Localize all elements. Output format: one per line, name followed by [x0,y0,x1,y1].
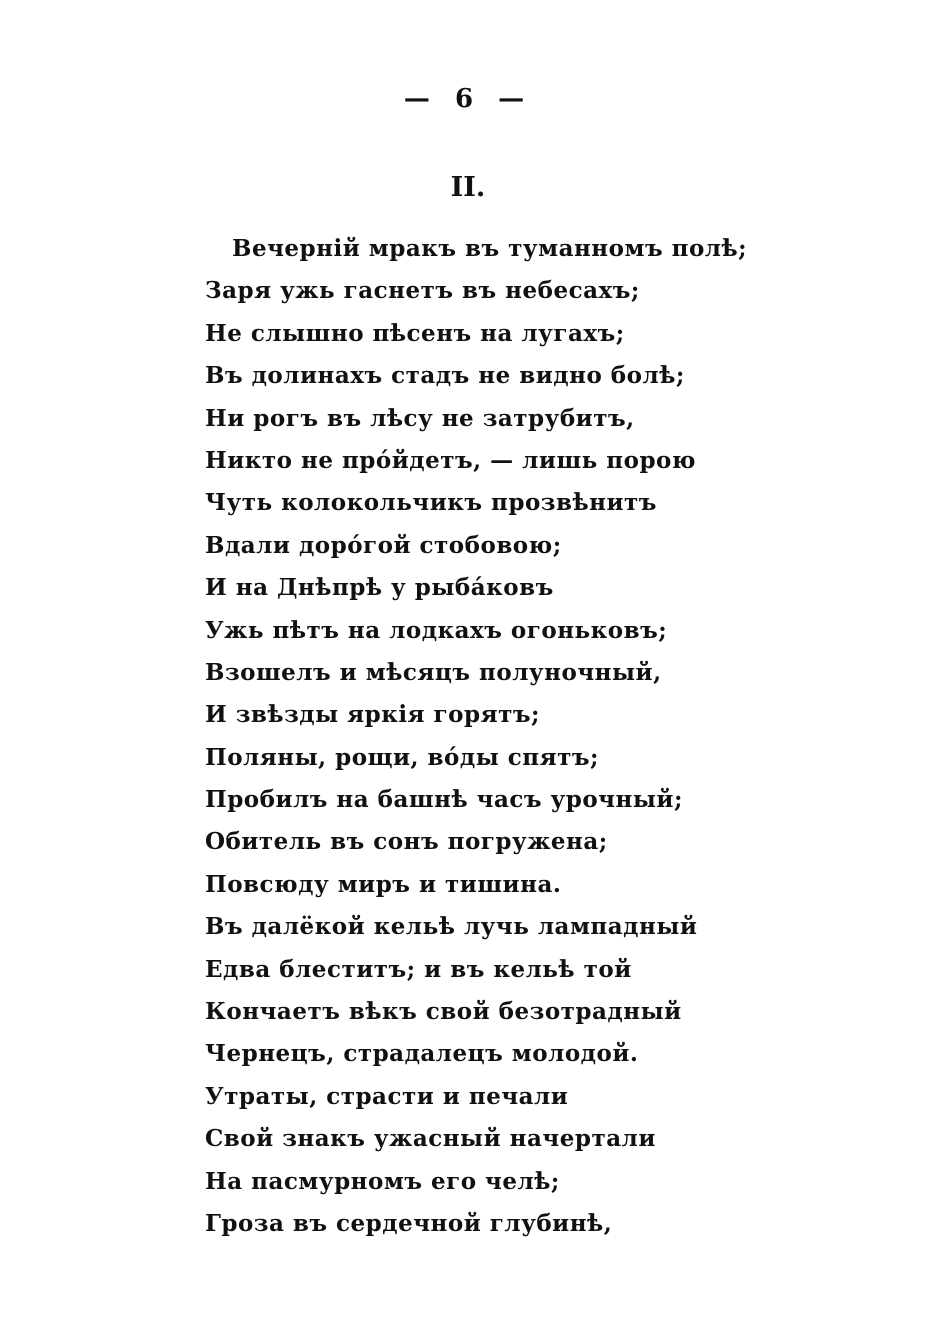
poem-line: Кончаетъ вѣкъ свой безотрадный [205,998,682,1026]
poem-line: Чуть колокольчикъ прозвѣнитъ [205,489,657,517]
poem-line: Не слышно пѣсенъ на лугахъ; [205,319,625,347]
poem-line: Въ долинахъ стадъ не видно болѣ; [205,362,685,390]
poem-line: Взошелъ и мѣсяцъ полуночный, [205,658,662,686]
poem-line: Гроза въ сердечной глубинѣ, [205,1209,613,1237]
poem-line: Чернецъ, страдалецъ молодой. [205,1040,639,1068]
poem-line: Ни рогъ въ лѣсу не затрубитъ, [205,404,635,432]
poem-line: Вечерній мракъ въ туманномъ полѣ; [232,235,748,262]
poem-line: Заря ужь гаснетъ въ небесахъ; [205,277,640,305]
poem-line: Повсюду миръ и тишина. [205,870,562,898]
poem-line: Обитель въ сонъ погружена; [205,828,608,856]
poem-stanza [205,228,747,1245]
poem-line: Пробилъ на башнѣ часъ урочный; [205,786,683,814]
poem-line: Никто не прóйдетъ, — лишь порою [205,446,696,474]
section-heading: II. [450,172,486,203]
poem-line: Свой знакъ ужасный начертали [205,1125,656,1153]
poem-line: Поляны, рощи, вóды спятъ; [205,743,599,771]
poem-line: Едва блеститъ; и въ кельѣ той [205,955,632,983]
poem-line: Ужь пѣтъ на лодкахъ огоньковъ; [205,616,668,644]
poem-line: И звѣзды яркія горятъ; [205,701,540,729]
poem-line: Вдали дорóгой стобовою; [205,531,562,559]
poem-line: И на Днѣпрѣ у рыбáковъ [205,574,554,602]
page-number: — 6 — [403,84,533,114]
poem-line: Въ далёкой кельѣ лучь лампадный [205,913,698,941]
poem-line: На пасмурномъ его челѣ; [205,1167,560,1195]
poem-line: Утраты, страсти и печали [205,1082,569,1110]
